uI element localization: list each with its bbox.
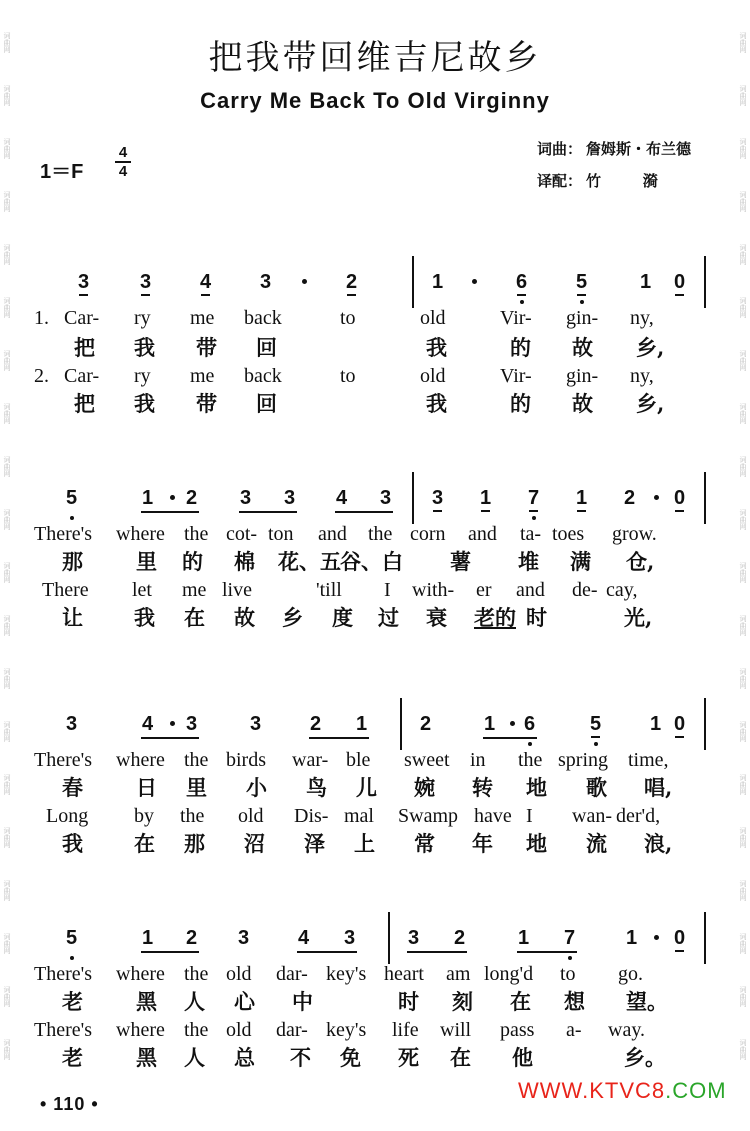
note: 1 bbox=[518, 927, 530, 949]
lyric-chinese: 堆 bbox=[518, 549, 539, 574]
lyric: ton bbox=[268, 523, 294, 545]
lyric: old bbox=[420, 365, 446, 387]
lyric: the bbox=[368, 523, 393, 545]
lyric: the bbox=[184, 963, 209, 985]
beam bbox=[309, 737, 369, 739]
lyric-chinese: 过 bbox=[378, 605, 399, 630]
lyric: Swamp bbox=[398, 805, 458, 827]
lyric-chinese: 沼 bbox=[244, 831, 265, 856]
site-watermark bbox=[518, 1078, 727, 1104]
lyric: There's bbox=[34, 749, 93, 771]
lyric: life bbox=[392, 1019, 419, 1041]
lyric-chinese: 的 bbox=[510, 391, 531, 416]
lyric-chinese: 不 bbox=[290, 1045, 311, 1070]
lyric-chinese: 回 bbox=[256, 335, 277, 360]
lyric: will bbox=[440, 1019, 472, 1041]
page-number: • 110 • bbox=[40, 1094, 99, 1114]
lyric: long'd bbox=[484, 963, 534, 985]
watermark: 词曲网 bbox=[3, 668, 11, 689]
lyric-chinese: 那 bbox=[62, 549, 83, 574]
lyric: to bbox=[560, 963, 576, 985]
watermark: 词曲网 bbox=[3, 191, 11, 212]
lyric-chinese: 让 bbox=[62, 605, 83, 630]
augmentation-dot bbox=[170, 495, 175, 500]
lyric: old bbox=[420, 307, 446, 329]
lyric-chinese: 日 bbox=[136, 775, 157, 800]
note: 3 bbox=[238, 927, 250, 949]
note: 4 bbox=[298, 927, 310, 949]
site-prefix: WWW. bbox=[518, 1078, 590, 1103]
beam bbox=[483, 737, 537, 739]
lyric-chinese: 我 bbox=[134, 391, 155, 416]
watermark: 词曲网 bbox=[739, 244, 747, 265]
watermark: 词曲网 bbox=[3, 297, 11, 318]
lyric: dar- bbox=[276, 1019, 308, 1041]
lyric: ny, bbox=[630, 307, 654, 329]
lyric-chinese: 死 bbox=[398, 1045, 419, 1070]
credit-value: 竹 漪 bbox=[586, 172, 658, 190]
lyric: Car- bbox=[64, 365, 100, 387]
lyric: There's bbox=[34, 963, 93, 985]
lyric: by bbox=[134, 805, 154, 827]
beam bbox=[517, 951, 577, 953]
lyric: live bbox=[222, 579, 252, 601]
beam bbox=[407, 951, 467, 953]
lyric-chinese: 浪, bbox=[644, 831, 673, 856]
augmentation-dot bbox=[302, 279, 307, 284]
watermark: 词曲网 bbox=[3, 1039, 11, 1060]
lyric: me bbox=[182, 579, 207, 601]
watermark: 词曲网 bbox=[739, 456, 747, 477]
page-title-english: Carry Me Back To Old Virginny bbox=[200, 88, 550, 113]
note: 4 bbox=[200, 271, 212, 293]
note: 5 bbox=[590, 713, 602, 735]
watermark: 词曲网 bbox=[739, 880, 747, 901]
lyric: heart bbox=[384, 963, 424, 985]
lyric-chinese: 鸟 bbox=[306, 775, 327, 800]
lyric: old bbox=[226, 1019, 252, 1041]
bar-line bbox=[704, 698, 706, 750]
lyric-chinese: 时 bbox=[526, 605, 547, 630]
watermark: 词曲网 bbox=[3, 933, 11, 954]
beam bbox=[239, 511, 297, 513]
watermark: 词曲网 bbox=[3, 562, 11, 583]
lyric-chinese: 把 bbox=[74, 335, 95, 360]
lyric-chinese: 想 bbox=[564, 989, 585, 1014]
lyric-chinese: 衰 bbox=[426, 605, 447, 630]
bar-line bbox=[400, 698, 402, 750]
lyric: 1. bbox=[34, 307, 49, 329]
lyric: corn bbox=[410, 523, 446, 545]
watermark: 词曲网 bbox=[739, 1039, 747, 1060]
lyric-chinese: 儿 bbox=[356, 775, 377, 800]
note: 5 bbox=[66, 487, 78, 509]
lyric: to bbox=[340, 307, 356, 329]
lyric-chinese: 时 bbox=[398, 989, 419, 1014]
lyric: ry bbox=[134, 365, 151, 387]
beam bbox=[141, 951, 199, 953]
augmentation-dot bbox=[472, 279, 477, 284]
lyric-chinese: 老 bbox=[62, 989, 83, 1014]
note: 3 bbox=[186, 713, 198, 735]
lyric: and bbox=[516, 579, 545, 601]
watermark: 词曲网 bbox=[3, 244, 11, 265]
lyric: back bbox=[244, 365, 282, 387]
watermark: 词曲网 bbox=[3, 32, 11, 53]
lyric: pass bbox=[500, 1019, 535, 1041]
augmentation-dot bbox=[654, 935, 659, 940]
note: 3 bbox=[78, 271, 90, 293]
score-line-2 bbox=[0, 486, 750, 676]
lyric: Dis- bbox=[294, 805, 329, 827]
watermark: 词曲网 bbox=[3, 774, 11, 795]
watermark: 词曲网 bbox=[739, 191, 747, 212]
lyric-chinese: 谷、白 bbox=[340, 549, 403, 574]
watermark: 词曲网 bbox=[739, 350, 747, 371]
lyric: mal bbox=[344, 805, 374, 827]
lyric-chinese: 花、五 bbox=[278, 549, 341, 574]
note: 2 bbox=[420, 713, 432, 735]
lyric-chinese: 黑 bbox=[136, 989, 157, 1014]
lyric: cay, bbox=[606, 579, 638, 601]
lyric-chinese: 我 bbox=[62, 831, 83, 856]
lyric: wan- bbox=[572, 805, 612, 827]
note: 3 bbox=[344, 927, 356, 949]
lyric-chinese: 里 bbox=[136, 549, 157, 574]
note: 2 bbox=[310, 713, 322, 735]
lyric: where bbox=[116, 1019, 165, 1041]
watermark: 词曲网 bbox=[739, 774, 747, 795]
lyric: the bbox=[184, 523, 209, 545]
watermark: 词曲网 bbox=[739, 85, 747, 106]
lyric-chinese: 刻 bbox=[452, 989, 473, 1014]
lyric: There's bbox=[34, 1019, 93, 1041]
lyric: war- bbox=[292, 749, 329, 771]
lyric: let bbox=[132, 579, 152, 601]
lyric: Vir- bbox=[500, 307, 532, 329]
lyric-chinese: 总 bbox=[234, 1045, 255, 1070]
time-signature-bottom: 4 bbox=[118, 163, 128, 180]
lyric-chinese: 中 bbox=[292, 989, 313, 1014]
watermark: 词曲网 bbox=[3, 403, 11, 424]
lyric: ny, bbox=[630, 365, 654, 387]
lyric: old bbox=[238, 805, 264, 827]
lyric: Long bbox=[46, 805, 89, 827]
note: 4 bbox=[336, 487, 348, 509]
note: 3 bbox=[250, 713, 262, 735]
score-line-3 bbox=[0, 712, 750, 902]
watermark: 词曲网 bbox=[3, 350, 11, 371]
lyric: where bbox=[116, 749, 165, 771]
lyric: grow. bbox=[612, 523, 657, 545]
note: 1 bbox=[484, 713, 496, 735]
watermark: 词曲网 bbox=[739, 138, 747, 159]
lyric: me bbox=[190, 307, 215, 329]
note: 2 bbox=[186, 927, 198, 949]
note: 3 bbox=[380, 487, 392, 509]
lyric-chinese: 泽 bbox=[304, 831, 325, 856]
lyric: am bbox=[446, 963, 471, 985]
lyric: cot- bbox=[226, 523, 258, 545]
lyric: the bbox=[184, 749, 209, 771]
augmentation-dot bbox=[654, 495, 659, 500]
lyric: with- bbox=[412, 579, 455, 601]
note: 7 bbox=[528, 487, 540, 509]
lyric: de- bbox=[572, 579, 598, 601]
lyric-chinese: 光, bbox=[624, 605, 653, 630]
lyric-chinese: 免 bbox=[340, 1045, 361, 1070]
watermark: 词曲网 bbox=[3, 721, 11, 742]
note: 0 bbox=[674, 487, 686, 509]
beam bbox=[141, 737, 199, 739]
watermark: 词曲网 bbox=[3, 85, 11, 106]
lyric-chinese: 流 bbox=[586, 831, 607, 856]
time-signature-top: 4 bbox=[118, 144, 128, 161]
lyric: old bbox=[226, 963, 252, 985]
watermark: 词曲网 bbox=[739, 615, 747, 636]
lyric-chinese: 故 bbox=[234, 605, 255, 630]
watermark: 词曲网 bbox=[3, 138, 11, 159]
lyric-chinese: 我 bbox=[426, 391, 447, 416]
watermark: 词曲网 bbox=[739, 933, 747, 954]
credit-row-translator bbox=[537, 165, 691, 197]
watermark: 词曲网 bbox=[3, 509, 11, 530]
lyric-chinese: 的 bbox=[182, 549, 203, 574]
lyric-chinese: 人 bbox=[184, 989, 205, 1014]
lyric-chinese: 心 bbox=[234, 989, 255, 1014]
lyric-chinese: 地 bbox=[526, 831, 547, 856]
watermark: 词曲网 bbox=[739, 668, 747, 689]
site-name: KTVC8 bbox=[589, 1078, 666, 1103]
key-signature: 1＝F bbox=[40, 161, 84, 183]
lyric: back bbox=[244, 307, 282, 329]
lyric: Vir- bbox=[500, 365, 532, 387]
bar-line bbox=[388, 912, 390, 964]
augmentation-dot bbox=[170, 721, 175, 726]
lyric: a- bbox=[566, 1019, 582, 1041]
note: 5 bbox=[66, 927, 78, 949]
lyric: There's bbox=[34, 523, 93, 545]
lyric: I bbox=[526, 805, 533, 827]
lyric: birds bbox=[226, 749, 266, 771]
note: 1 bbox=[356, 713, 368, 735]
lyric-chinese: 薯 bbox=[450, 549, 471, 574]
lyric-chinese: 回 bbox=[256, 391, 277, 416]
note: 1 bbox=[480, 487, 492, 509]
lyric: have bbox=[474, 805, 512, 827]
credit-label: 词曲： bbox=[537, 140, 583, 158]
lyric-chinese: 唱, bbox=[644, 775, 673, 800]
lyric: ry bbox=[134, 307, 151, 329]
lyric: sweet bbox=[404, 749, 450, 771]
note: 2 bbox=[186, 487, 198, 509]
lyric-chinese: 老的 bbox=[474, 605, 516, 630]
lyric-chinese: 乡, bbox=[636, 391, 665, 416]
lyric-chinese: 春 bbox=[62, 775, 83, 800]
lyric-chinese: 老 bbox=[62, 1045, 83, 1070]
note: 1 bbox=[432, 271, 444, 293]
lyric: me bbox=[190, 365, 215, 387]
lyric: I bbox=[384, 579, 391, 601]
page-title-chinese: 把我带回维吉尼故乡 bbox=[208, 38, 542, 78]
note: 1 bbox=[650, 713, 662, 735]
credits bbox=[537, 133, 691, 197]
lyric-chinese: 上 bbox=[354, 831, 375, 856]
lyric-chinese: 黑 bbox=[136, 1045, 157, 1070]
lyric: There bbox=[42, 579, 89, 601]
note: 2 bbox=[346, 271, 358, 293]
lyric: dar- bbox=[276, 963, 308, 985]
lyric-chinese: 度 bbox=[332, 605, 353, 630]
bar-line bbox=[704, 256, 706, 308]
lyric-chinese: 他 bbox=[512, 1045, 533, 1070]
lyric-chinese: 棉 bbox=[234, 549, 255, 574]
lyric: the bbox=[180, 805, 205, 827]
note: 3 bbox=[284, 487, 296, 509]
lyric-chinese: 把 bbox=[74, 391, 95, 416]
lyric-chinese: 里 bbox=[186, 775, 207, 800]
lyric: toes bbox=[552, 523, 585, 545]
watermark: 词曲网 bbox=[739, 509, 747, 530]
watermark: 词曲网 bbox=[3, 615, 11, 636]
lyric: der'd, bbox=[616, 805, 661, 827]
score-line-1 bbox=[0, 270, 750, 460]
lyric-chinese: 乡 bbox=[282, 605, 303, 630]
bar-line bbox=[704, 472, 706, 524]
note: 3 bbox=[140, 271, 152, 293]
lyric-chinese: 故 bbox=[572, 391, 593, 416]
watermark: 词曲网 bbox=[739, 297, 747, 318]
bar-line bbox=[412, 472, 414, 524]
watermark: 词曲网 bbox=[739, 32, 747, 53]
note: 5 bbox=[576, 271, 588, 293]
bar-line bbox=[704, 912, 706, 964]
watermark: 词曲网 bbox=[3, 456, 11, 477]
site-suffix: .COM bbox=[665, 1078, 727, 1103]
note: 3 bbox=[66, 713, 78, 735]
watermark: 词曲网 bbox=[3, 827, 11, 848]
lyric-chinese: 带 bbox=[196, 335, 217, 360]
bar-line bbox=[412, 256, 414, 308]
lyric: time, bbox=[628, 749, 669, 771]
beam bbox=[141, 511, 199, 513]
note: 3 bbox=[240, 487, 252, 509]
lyric-chinese: 望。 bbox=[626, 989, 668, 1014]
lyric-chinese: 仓, bbox=[626, 549, 655, 574]
lyric-chinese: 故 bbox=[572, 335, 593, 360]
lyric: 'till bbox=[316, 579, 342, 601]
lyric-chinese: 满 bbox=[570, 549, 591, 574]
lyric: 2. bbox=[34, 365, 49, 387]
note: 1 bbox=[142, 927, 154, 949]
watermark: 词曲网 bbox=[739, 403, 747, 424]
note: 6 bbox=[524, 713, 536, 735]
note: 1 bbox=[576, 487, 588, 509]
note: 2 bbox=[454, 927, 466, 949]
lyric-chinese: 人 bbox=[184, 1045, 205, 1070]
beam bbox=[335, 511, 393, 513]
lyric-chinese: 在 bbox=[510, 989, 531, 1014]
note: 3 bbox=[432, 487, 444, 509]
lyric: gin- bbox=[566, 365, 599, 387]
note: 2 bbox=[624, 487, 636, 509]
augmentation-dot bbox=[510, 721, 515, 726]
beam bbox=[297, 951, 357, 953]
lyric: the bbox=[184, 1019, 209, 1041]
note: 0 bbox=[674, 271, 686, 293]
note: 6 bbox=[516, 271, 528, 293]
note: 7 bbox=[564, 927, 576, 949]
lyric: gin- bbox=[566, 307, 599, 329]
lyric-chinese: 常 bbox=[414, 831, 435, 856]
note: 3 bbox=[260, 271, 272, 293]
lyric: ta- bbox=[520, 523, 542, 545]
lyric-chinese: 小 bbox=[246, 775, 267, 800]
lyric: to bbox=[340, 365, 356, 387]
note: 0 bbox=[674, 927, 686, 949]
watermark: 词曲网 bbox=[3, 986, 11, 1007]
time-signature bbox=[112, 144, 134, 180]
lyric-chinese: 在 bbox=[184, 605, 205, 630]
credit-value: 詹姆斯・布兰德 bbox=[586, 140, 692, 158]
lyric-chinese: 带 bbox=[196, 391, 217, 416]
lyric: key's bbox=[326, 1019, 367, 1041]
note: 1 bbox=[640, 271, 652, 293]
lyric: Car- bbox=[64, 307, 100, 329]
lyric: go. bbox=[618, 963, 643, 985]
note: 3 bbox=[408, 927, 420, 949]
lyric: where bbox=[116, 963, 165, 985]
watermark: 词曲网 bbox=[739, 562, 747, 583]
note: 0 bbox=[674, 713, 686, 735]
note: 1 bbox=[142, 487, 154, 509]
lyric: and bbox=[318, 523, 347, 545]
lyric-chinese: 歌 bbox=[586, 775, 607, 800]
lyric: and bbox=[468, 523, 497, 545]
lyric-chinese: 转 bbox=[472, 775, 493, 800]
lyric-chinese: 地 bbox=[526, 775, 547, 800]
watermark: 词曲网 bbox=[739, 827, 747, 848]
lyric-chinese: 年 bbox=[472, 831, 493, 856]
lyric-chinese: 在 bbox=[450, 1045, 471, 1070]
lyric: key's bbox=[326, 963, 367, 985]
lyric: the bbox=[518, 749, 543, 771]
lyric-chinese: 我 bbox=[426, 335, 447, 360]
lyric: where bbox=[116, 523, 165, 545]
lyric: in bbox=[470, 749, 486, 771]
lyric: er bbox=[476, 579, 492, 601]
lyric: spring bbox=[558, 749, 608, 771]
lyric: ble bbox=[346, 749, 371, 771]
lyric-chinese: 我 bbox=[134, 605, 155, 630]
watermark: 词曲网 bbox=[739, 986, 747, 1007]
credit-label: 译配： bbox=[537, 172, 583, 190]
note: 1 bbox=[626, 927, 638, 949]
lyric: way. bbox=[608, 1019, 646, 1041]
lyric-chinese: 我 bbox=[134, 335, 155, 360]
note: 4 bbox=[142, 713, 154, 735]
lyric-chinese: 的 bbox=[510, 335, 531, 360]
watermark: 词曲网 bbox=[3, 880, 11, 901]
lyric-chinese: 那 bbox=[184, 831, 205, 856]
lyric-chinese: 在 bbox=[134, 831, 155, 856]
lyric-chinese: 婉 bbox=[414, 775, 435, 800]
lyric-chinese: 乡。 bbox=[624, 1045, 666, 1070]
credit-row-composer bbox=[537, 133, 691, 165]
watermark: 词曲网 bbox=[739, 721, 747, 742]
lyric-chinese: 乡, bbox=[636, 335, 665, 360]
